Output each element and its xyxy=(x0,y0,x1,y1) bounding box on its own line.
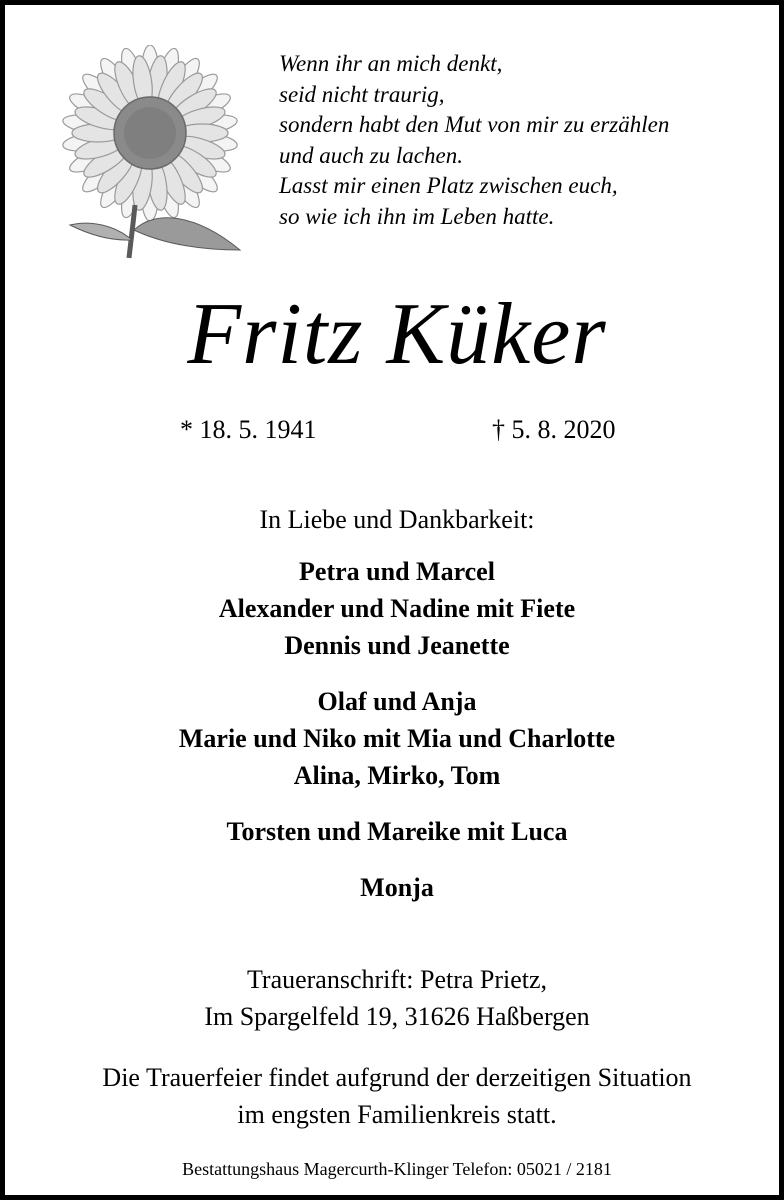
family-group xyxy=(5,869,784,906)
family-group xyxy=(5,813,784,850)
family-group xyxy=(5,553,784,664)
family-list xyxy=(5,553,784,925)
poem-line: Lasst mir einen Platz zwischen euch, xyxy=(279,173,618,198)
dedication-intro: In Liebe und Dankbarkeit: xyxy=(259,505,535,534)
family-line: Dennis und Jeanette xyxy=(284,631,510,660)
family-line: Monja xyxy=(360,873,434,902)
address-line: Im Spargelfeld 19, 31626 Haßbergen xyxy=(204,1002,590,1031)
death-date: † 5. 8. 2020 xyxy=(492,415,616,444)
family-line: Marie und Niko mit Mia und Charlotte xyxy=(178,724,616,753)
funeral-home-footer: Bestattungshaus Magercurth-Klinger Telefon: 05021 / 2181 xyxy=(182,1159,612,1179)
family-group xyxy=(5,683,784,794)
poem xyxy=(279,49,779,232)
poem-line: seid nicht traurig, xyxy=(279,81,445,107)
poem-line: und auch zu lachen. xyxy=(279,142,463,168)
poem-line: so wie ich ihn im Leben hatte. xyxy=(279,203,555,229)
deceased-name: Fritz Küker xyxy=(187,286,607,383)
funeral-notice xyxy=(5,1059,784,1133)
mourning-address xyxy=(5,961,784,1035)
family-line: Olaf und Anja xyxy=(317,687,477,716)
family-line: Petra und Marcel xyxy=(299,557,495,586)
notice-line: im engsten Familienkreis statt. xyxy=(237,1100,557,1129)
birth-date: * 18. 5. 1941 xyxy=(180,415,317,444)
family-line: Torsten und Mareike mit Luca xyxy=(226,817,568,846)
family-line: Alina, Mirko, Tom xyxy=(293,761,501,790)
family-line: Alexander und Nadine mit Fiete xyxy=(218,594,576,623)
sunflower-icon xyxy=(55,45,245,260)
address-line: Traueranschrift: Petra Prietz, xyxy=(246,965,548,994)
poem-line: sondern habt den Mut von mir zu erzählen xyxy=(279,112,670,137)
notice-line: Die Trauerfeier findet aufgrund der derzeitigen Situation xyxy=(102,1063,692,1092)
poem-line: Wenn ihr an mich denkt, xyxy=(279,51,503,76)
